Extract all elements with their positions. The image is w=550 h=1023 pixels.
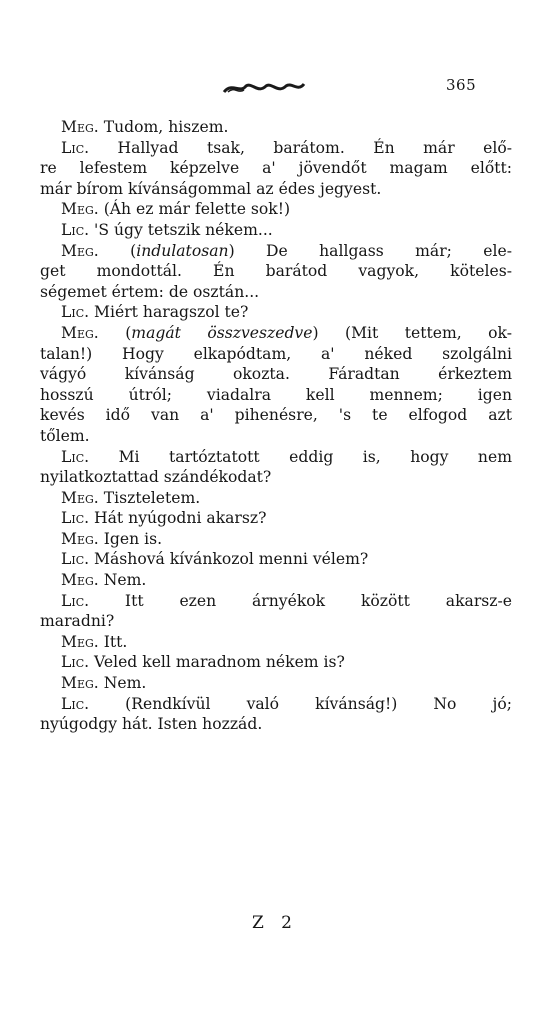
dialogue-text [40, 117, 512, 735]
text-line [40, 652, 512, 673]
line-text-continued: ) (Mit tettem, ok- [312, 323, 513, 342]
speaker-name: Lic [61, 591, 85, 610]
speaker-name: Meg [61, 529, 94, 548]
text-line [40, 467, 512, 488]
line-text: tőlem. [40, 426, 90, 445]
text-line [40, 508, 512, 529]
line-text: re lefestem képzelve a' jövendőt magam előtt: [40, 159, 512, 178]
stage-direction: indulatosan [136, 241, 229, 260]
line-text: . Máshová kívánkozol menni vélem? [84, 550, 369, 569]
line-text: . Itt ezen árnyékok között akarsz-e [84, 591, 512, 610]
line-text: ségemet értem: de osztán... [40, 282, 260, 301]
text-line [40, 261, 512, 282]
line-text: kevés idő van a' pihenésre, 's te elfogod azt [40, 406, 512, 425]
speaker-name: Lic [61, 550, 85, 569]
line-text: . Nem. [93, 674, 147, 693]
scroll-ornament-icon [222, 80, 306, 96]
signature-mark: Z 2 [251, 913, 299, 933]
text-line [40, 570, 512, 591]
text-line [40, 426, 512, 447]
text-line [40, 385, 512, 406]
line-text: . (Áh ez már felette sok!) [93, 200, 291, 219]
text-line [40, 673, 512, 694]
speaker-name: Lic [61, 138, 85, 157]
text-line [40, 364, 512, 385]
text-line [40, 591, 512, 612]
line-text-continued: ) De hallgass már; ele- [228, 241, 512, 260]
speaker-name: Meg [61, 488, 94, 507]
line-text: nyilatkoztattad szándékodat? [40, 468, 272, 487]
text-line [40, 447, 512, 468]
text-line [40, 611, 512, 632]
text-line [40, 344, 512, 365]
text-line [40, 323, 512, 344]
speaker-name: Lic [61, 694, 85, 713]
text-line [40, 199, 512, 220]
line-text: maradni? [40, 612, 115, 631]
text-line [40, 117, 512, 138]
line-text: . Veled kell maradnom nékem is? [84, 653, 345, 672]
text-line [40, 220, 512, 241]
text-line [40, 529, 512, 550]
line-text: . Itt. [93, 632, 128, 651]
text-line [40, 179, 512, 200]
speaker-name: Meg [61, 200, 94, 219]
speaker-name: Meg [61, 632, 94, 651]
text-line [40, 488, 512, 509]
line-text: . Hallyad tsak, barátom. Én már elő- [84, 138, 512, 157]
speaker-name: Lic [61, 447, 85, 466]
speaker-name: Lic [61, 509, 85, 528]
line-text: talan!) Hogy elkapódtam, a' néked szolgálni [40, 344, 512, 363]
text-line [40, 632, 512, 653]
speaker-name: Lic [61, 303, 85, 322]
line-text: . (Rendkívül való kívánság!) No jó; [84, 694, 512, 713]
speaker-name: Meg [61, 571, 94, 590]
page-number: 365 [446, 76, 477, 94]
text-line [40, 138, 512, 159]
text-line [40, 158, 512, 179]
text-line [40, 694, 512, 715]
line-text: . Miért haragszol te? [84, 303, 249, 322]
text-line [40, 714, 512, 735]
line-text: . Tudom, hiszem. [93, 118, 229, 136]
line-text: vágyó kívánság okozta. Fáradtan érkeztem [40, 365, 512, 384]
stage-direction: magát összveszedve [131, 323, 313, 342]
line-text: . Tiszteletem. [93, 488, 201, 507]
speaker-name: Meg [61, 118, 94, 136]
speaker-name: Meg [61, 323, 94, 342]
line-text: . ( [93, 323, 132, 342]
speaker-name: Meg [61, 674, 94, 693]
line-text: . Nem. [93, 571, 147, 590]
line-text: már bírom kívánságommal az édes jegyest. [40, 179, 382, 198]
text-line [40, 282, 512, 303]
text-line [40, 241, 512, 262]
line-text: . Mi tartóztatott eddig is, hogy nem [84, 447, 512, 466]
line-text: . ( [93, 241, 137, 260]
line-text: hosszú útról; viadalra kell mennem; igen [40, 385, 512, 404]
line-text: get mondottál. Én barátod vagyok, köteles- [40, 262, 512, 281]
line-text: . Hát nyúgodni akarsz? [84, 509, 267, 528]
line-text: . 'S úgy tetszik nékem... [84, 220, 273, 239]
speaker-name: Lic [61, 220, 85, 239]
speaker-name: Meg [61, 241, 94, 260]
speaker-name: Lic [61, 653, 85, 672]
text-line [40, 405, 512, 426]
text-line [40, 302, 512, 323]
text-line [40, 549, 512, 570]
line-text: . Igen is. [93, 529, 163, 548]
line-text: nyúgodgy hát. Isten hozzád. [40, 715, 263, 734]
